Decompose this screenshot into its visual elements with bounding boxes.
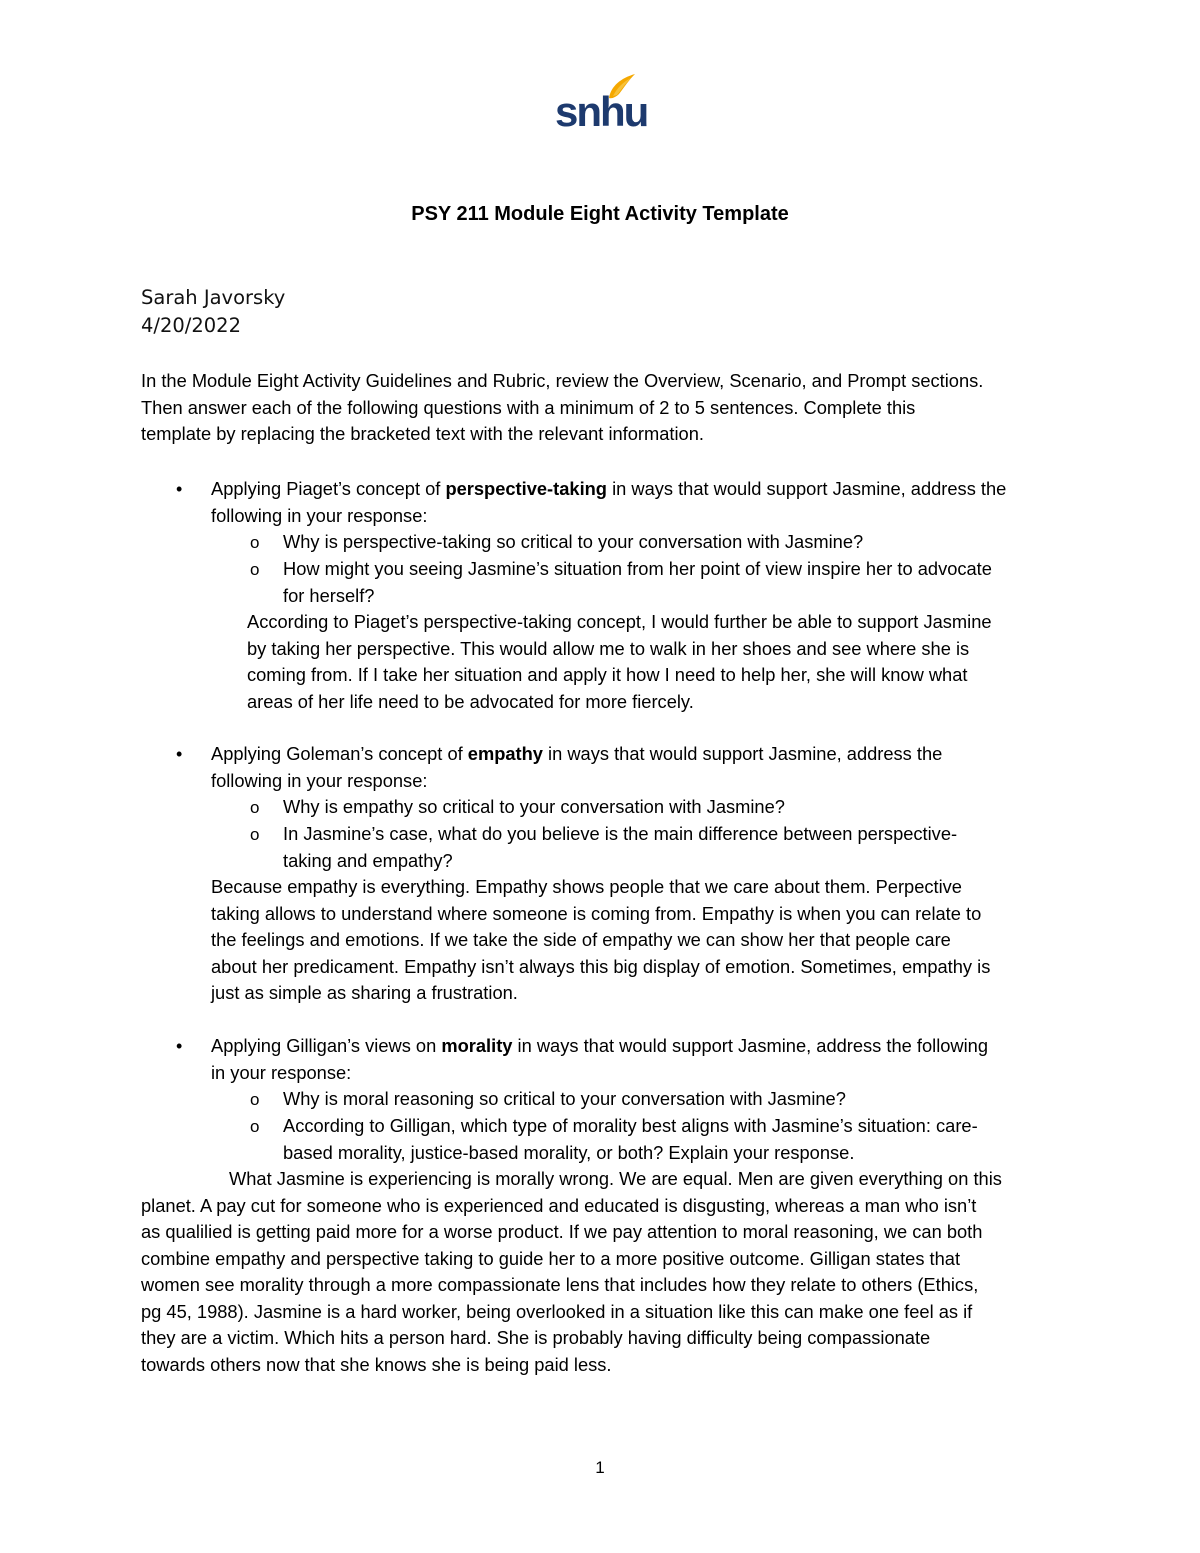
logo-text: snhu [555, 88, 648, 135]
sub-bullet: o [250, 798, 260, 817]
section3-prompt: Applying Gilligan’s views on morality in ways that would support Jasmine, address the following in your response: [211, 1035, 989, 1083]
section2-sub1: Why is empathy so critical to your conversation with Jasmine? [283, 796, 785, 817]
section1-prompt: Applying Piaget’s concept of perspective-taking in ways that would support Jasmine, address the following in your response: [211, 478, 1007, 526]
section1-sub1: Why is perspective-taking so critical to your conversation with Jasmine? [283, 531, 864, 552]
section2-keyword: empathy [467, 743, 543, 764]
page-number: 1 [595, 1458, 605, 1477]
section3-answer: What Jasmine is experiencing is morally wrong. We are equal. Men are given everything on this planet. A pay cut for someone who is experienced and educated is disgusting, whereas a man who isn’t as qualilied is getting paid more for a worse product. If we pay attention to moral reasoning, we can both combine empathy and perspective taking to guide her to a more positive outcome. Gilligan states that women see morality through a more compassionate lens that includes how they relate to others (Ethics, pg 45, 1988). Jasmine is a hard worker, being overlooked in a situation like this can make one feel as if they are a victim. Which hits a person hard. She is probably having difficulty being compassionate towards others now that she knows she is being paid less. [141, 1168, 1002, 1375]
sub-bullet: o [250, 560, 260, 579]
intro-line: In the Module Eight Activity Guidelines and Rubric, review the Overview, Scenario, and Prompt sections. [141, 370, 984, 391]
bullet: • [176, 1036, 183, 1056]
document-date: 4/20/2022 [141, 314, 241, 337]
author-name: Sarah Javorsky [141, 286, 286, 309]
sub-bullet: o [250, 825, 260, 844]
bullet: • [176, 479, 183, 499]
section3-sub2: According to Gilligan, which type of morality best aligns with Jasmine’s situation: care- based morality, justice-based morality, or both? Explain your response. [283, 1115, 978, 1163]
section1-answer: According to Piaget’s perspective-taking concept, I would further be able to support Jasmine by taking her perspective. This would allow me to walk in her shoes and see where she is coming from. If I take her situation and apply it how I need to help her, she will know what areas of her life need to be advocated for more fiercely. [247, 611, 992, 712]
section2-answer: Because empathy is everything. Empathy shows people that we care about them. Perpective taking allows to understand where someone is coming from. Empathy is when you can relate to the feelings and emotions. If we take the side of empathy we can show her that people care about her predicament. Empathy isn’t always this big display of emotion. Sometimes, empathy is just as simple as sharing a frustration. [211, 876, 991, 1003]
section2-prompt: Applying Goleman’s concept of empathy in ways that would support Jasmine, address the following in your response: [211, 743, 943, 791]
sub-bullet: o [250, 1090, 260, 1109]
intro-line: template by replacing the bracketed text with the relevant information. [141, 423, 704, 444]
sub-bullet: o [250, 533, 260, 552]
section1-keyword: perspective-taking [445, 478, 607, 499]
section2-sub2: In Jasmine’s case, what do you believe is the main difference between perspective- taking and empathy? [283, 823, 958, 871]
bullet: • [176, 744, 183, 764]
sub-bullet: o [250, 1117, 260, 1136]
snhu-logo [555, 72, 648, 136]
section3-sub1: Why is moral reasoning so critical to your conversation with Jasmine? [283, 1088, 846, 1109]
section3-keyword: morality [441, 1035, 513, 1056]
section1-sub2: How might you seeing Jasmine’s situation from her point of view inspire her to advocate for herself? [283, 558, 992, 606]
intro-line: Then answer each of the following questions with a minimum of 2 to 5 sentences. Complete this [141, 396, 916, 418]
intro-paragraph [141, 368, 1071, 448]
page-title: PSY 211 Module Eight Activity Template [411, 203, 789, 225]
